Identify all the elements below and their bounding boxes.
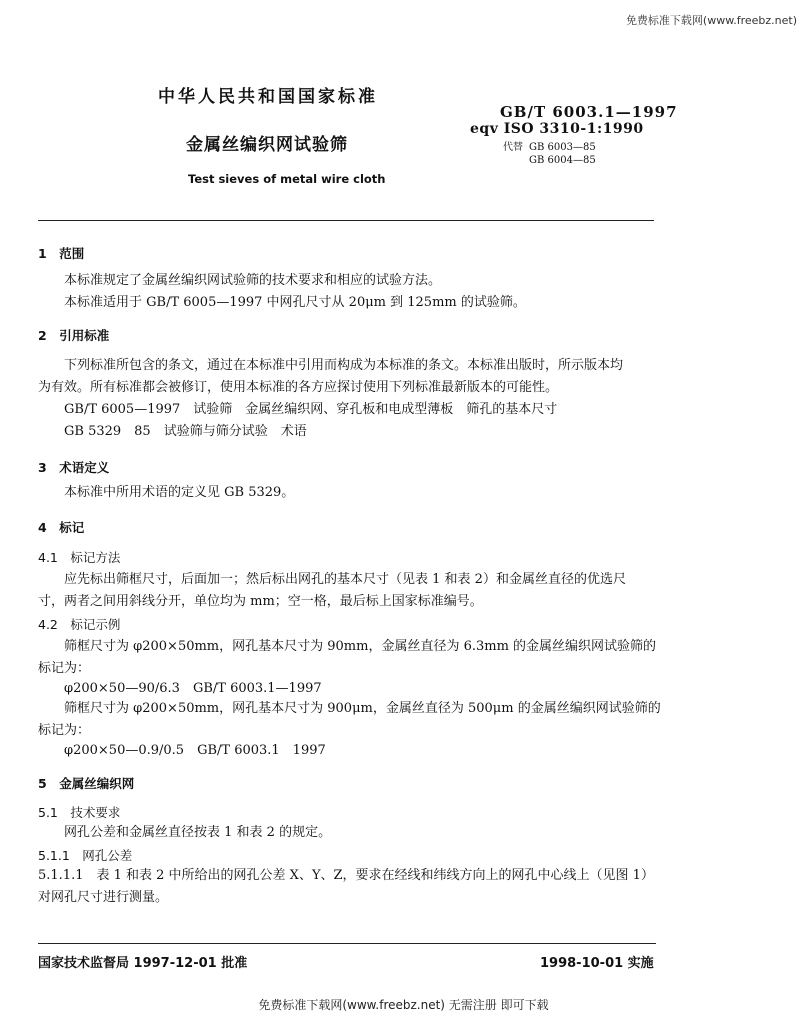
footer-rule: [38, 943, 656, 944]
section-5-1-1-heading: 5.1.1 网孔公差: [38, 848, 133, 863]
section-3-heading: 3 术语定义: [38, 460, 110, 475]
example-1-marking: φ200×50—90/6.3 GB/T 6003.1—1997: [64, 681, 322, 696]
document-title-cn: 金属丝编织网试验筛: [186, 135, 348, 155]
section-4-heading: 4 标记: [38, 520, 85, 535]
normative-reference-1: GB/T 6005—1997 试验筛 金属丝编织网、穿孔板和电成型薄板 筛孔的基本尺寸: [64, 402, 558, 417]
section-5-1-1-1-line-2: 对网孔尺寸进行测量。: [38, 890, 169, 905]
document-title-en: Test sieves of metal wire cloth: [188, 172, 386, 186]
example-2-line-1: 筛框尺寸为 φ200×50mm，网孔基本尺寸为 900μm，金属丝直径为 500μm 的金属丝编织网试验筛的: [64, 701, 661, 716]
section-4-1-line-1: 应先标出筛框尺寸，后面加一；然后标出网孔的基本尺寸（见表 1 和表 2）和金属丝直径的优选尺: [64, 572, 626, 587]
header-rule: [38, 220, 654, 221]
replaces-label: 代替: [503, 142, 523, 153]
section-4-1-heading: 4.1 标记方法: [38, 550, 121, 565]
section-4-1-line-2: 寸，两者之间用斜线分开，单位均为 mm；空一格，最后标上国家标准编号。: [38, 594, 483, 609]
replaces-item-2: GB 6004—85: [529, 155, 596, 166]
section-1-heading: 1 范围: [38, 246, 85, 261]
example-1-line-2: 标记为：: [38, 661, 91, 676]
section-5-1-1-1-line-1: 5.1.1.1 表 1 和表 2 中所给出的网孔公差 X、Y、Z，要求在经线和纬线方向上的网孔中心线上（见图 1）: [38, 868, 654, 883]
watermark-top: 免费标准下载网(www.freebz.net): [625, 14, 797, 27]
approval-line: 国家技术监督局 1997-12-01 批准: [38, 956, 248, 971]
example-2-marking: φ200×50—0.9/0.5 GB/T 6003.1 1997: [64, 743, 326, 758]
implementation-date: 1998-10-01 实施: [540, 956, 654, 971]
equivalent-standard: eqv ISO 3310-1:1990: [470, 121, 644, 137]
national-standard-title: 中华人民共和国国家标准: [158, 87, 378, 107]
replaces-block: [503, 141, 596, 166]
normative-reference-2: GB 5329 85 试验筛与筛分试验 术语: [64, 424, 307, 439]
section-2-paragraph-line-2: 为有效。所有标准都会被修订，使用本标准的各方应探讨使用下列标准最新版本的可能性。: [38, 380, 559, 395]
section-4-2-heading: 4.2 标记示例: [38, 617, 121, 632]
section-1-paragraph-1: 本标准规定了金属丝编织网试验筛的技术要求和相应的试验方法。: [64, 273, 442, 288]
standard-code: GB/T 6003.1—1997: [500, 103, 678, 121]
example-1-line-1: 筛框尺寸为 φ200×50mm，网孔基本尺寸为 90mm，金属丝直径为 6.3mm 的金属丝编织网试验筛的: [64, 639, 657, 654]
watermark-bottom: 免费标准下载网(www.freebz.net) 无需注册 即可下载: [258, 998, 549, 1012]
section-5-1-heading: 5.1 技术要求: [38, 805, 121, 820]
section-1-paragraph-2: 本标准适用于 GB/T 6005—1997 中网孔尺寸从 20μm 到 125mm 的试验筛。: [64, 295, 526, 310]
replaces-item-1: GB 6003—85: [529, 142, 596, 153]
section-3-paragraph: 本标准中所用术语的定义见 GB 5329。: [64, 485, 295, 500]
section-2-paragraph-line-1: 下列标准所包含的条文，通过在本标准中引用而构成为本标准的条文。本标准出版时，所示版本均: [64, 358, 624, 373]
example-2-line-2: 标记为：: [38, 723, 91, 738]
section-2-heading: 2 引用标准: [38, 328, 110, 343]
section-5-1-paragraph: 网孔公差和金属丝直径按表 1 和表 2 的规定。: [64, 825, 332, 840]
section-5-heading: 5 金属丝编织网: [38, 776, 135, 791]
